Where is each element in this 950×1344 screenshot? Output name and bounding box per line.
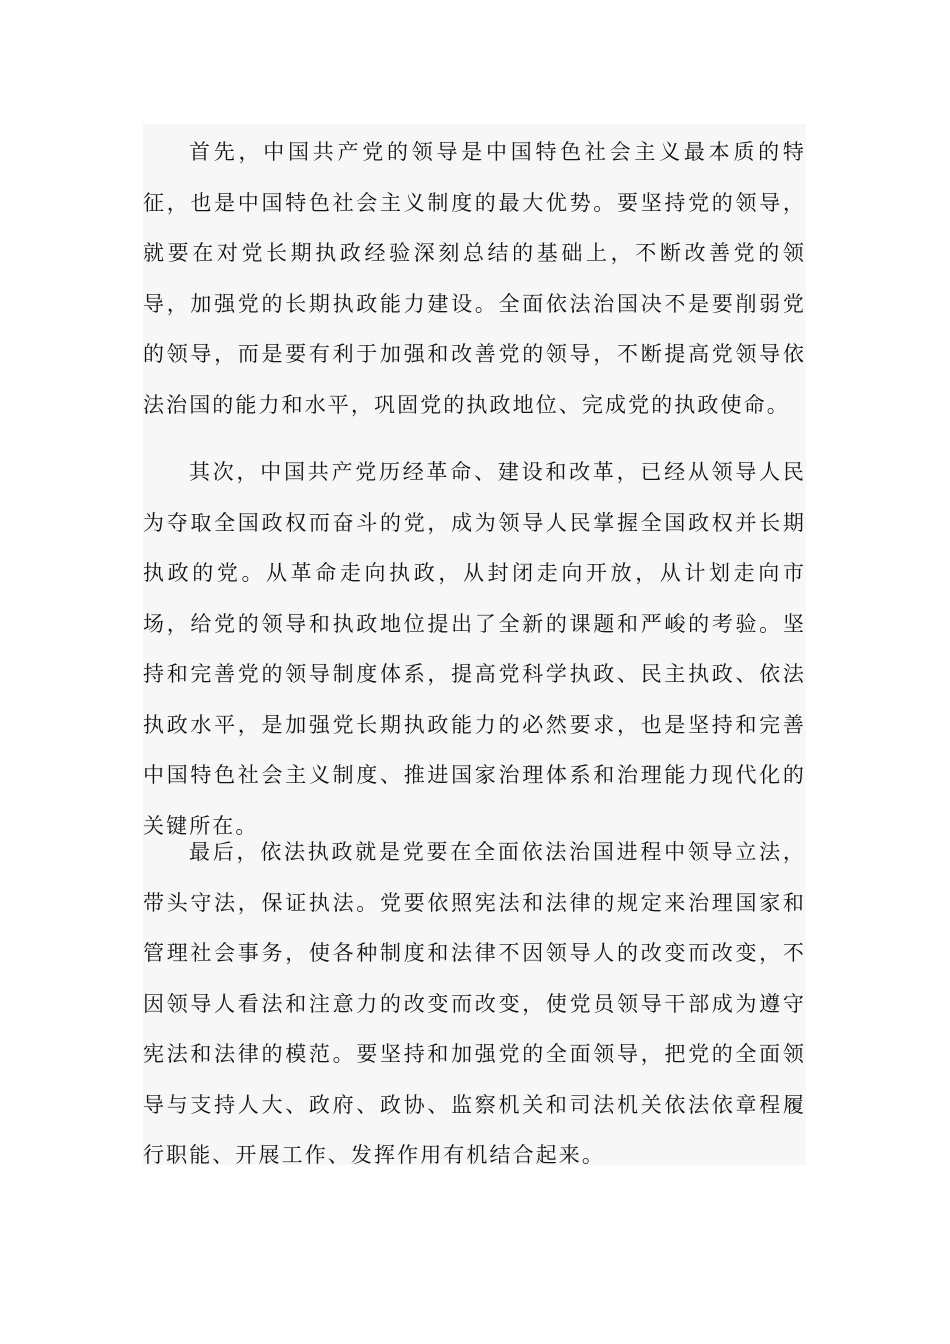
paragraph-first: 首先，中国共产党的领导是中国特色社会主义最本质的特征，也是中国特色社会主义制度的最大优势。要坚持党的领导，就要在对党长期执政经验深刻总结的基础上，不断改善党的领导，加强党的长期执政能力建设。全面依法治国决不是要削弱党的领导，而是要有利于加强和改善党的领导，不断提高党领导依法治国的能力和水平，巩固党的执政地位、完成党的执政使命。 <box>143 140 806 417</box>
paragraph-third: 最后，依法执政就是党要在全面依法治国进程中领导立法，带头守法，保证执法。党要依照宪法和法律的规定来治理国家和管理社会事务，使各种制度和法律不因领导人的改变而改变，不因领导人看法和注意力的改变而改变，使党员领导干部成为遵守宪法和法律的模范。要坚持和加强党的全面领导，把党的全面领导与支持人大、政府、政协、监察机关和司法机关依法依章程履行职能、开展工作、发挥作用有机结合起来。 <box>143 840 806 1167</box>
document-text-block <box>143 124 806 1165</box>
paragraph-second: 其次，中国共产党历经革命、建设和改革，已经从领导人民为夺取全国政权而奋斗的党，成为领导人民掌握全国政权并长期执政的党。从革命走向执政，从封闭走向开放，从计划走向市场，给党的领导和执政地位提出了全新的课题和严峻的考验。坚持和完善党的领导制度体系，提高党科学执政、民主执政、依法执政水平，是加强党长期执政能力的必然要求，也是坚持和完善中国特色社会主义制度、推进国家治理体系和治理能力现代化的关键所在。 <box>143 460 806 838</box>
